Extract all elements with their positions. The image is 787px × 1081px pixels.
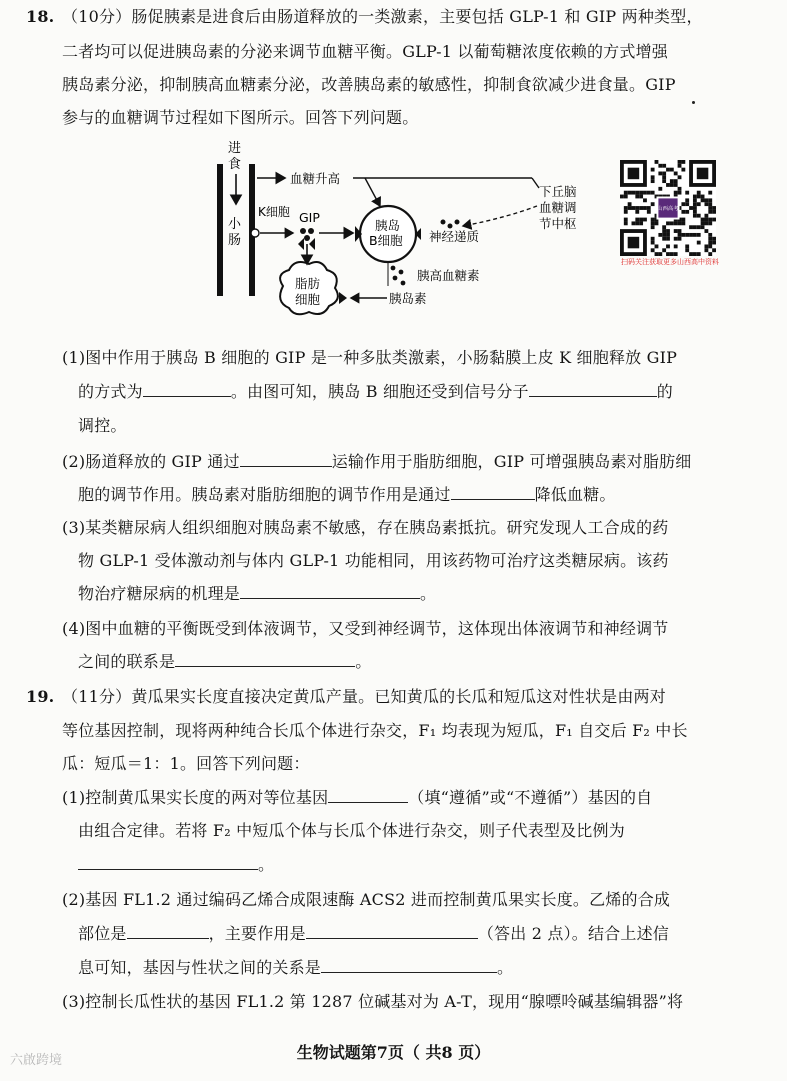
qr-module (693, 210, 697, 214)
qr-module (624, 221, 628, 225)
qr-center-text: 山西高考 (657, 205, 679, 212)
qr-module (662, 237, 666, 241)
qr-module (639, 218, 643, 222)
q18-number: 18. (26, 7, 55, 26)
qr-module (624, 210, 628, 214)
qr-module (701, 195, 705, 199)
qr-module (697, 241, 701, 245)
qr-module (651, 248, 655, 252)
q19-p2-text-b: ，主要作用是 (208, 924, 306, 943)
neurotransmitter-dot (455, 220, 460, 225)
qr-module (681, 218, 685, 222)
qr-module (628, 191, 632, 195)
glucose-regulation-diagram (205, 138, 605, 320)
qr-module (674, 244, 678, 248)
qr-module (639, 206, 643, 210)
qr-module (681, 210, 685, 214)
qr-module (666, 183, 670, 187)
q19-p1-line-1 (62, 787, 652, 809)
qr-module (643, 198, 647, 202)
gip-molecule (304, 235, 310, 241)
qr-code (620, 160, 716, 256)
qr-module (697, 233, 701, 237)
glucagon-dot (401, 281, 406, 286)
qr-module (662, 179, 666, 183)
q18-p2-text-b: 运输作用于脂肪细胞，GIP 可增强胰岛素对脂肪细 (331, 452, 692, 471)
gip-molecule (298, 238, 304, 250)
glucagon-dot (391, 266, 396, 271)
qr-module (635, 221, 639, 225)
label-shi: 食 (228, 157, 242, 172)
q18-p4-text-a: 之间的联系是 (78, 652, 176, 671)
qr-module (712, 206, 716, 210)
qr-module (708, 202, 712, 206)
answer-blank[interactable] (306, 924, 478, 939)
qr-module (632, 191, 636, 195)
qr-module (639, 195, 643, 199)
qr-module (704, 229, 708, 233)
qr-module (651, 221, 655, 225)
qr-module (666, 252, 670, 256)
q18-intro-line-2: 二者均可以促进胰岛素的分泌来调节血糖平衡。GLP-1 以葡萄糖浓度依赖的方式增强 (62, 42, 668, 61)
qr-module (678, 221, 682, 225)
q18-p4-text-b: 。 (355, 652, 372, 671)
qr-module (704, 221, 708, 225)
neurotransmitter-dot (441, 220, 446, 225)
qr-module (655, 160, 659, 164)
qr-module (651, 218, 655, 222)
q19-p2-text-c: （答出 2 点）。结合上述信 (477, 924, 669, 943)
qr-module (685, 244, 689, 248)
label-islet-1: 胰岛 (375, 218, 401, 233)
qr-module (685, 202, 689, 206)
label-xiao: 小 (228, 217, 242, 232)
gip-molecule (309, 238, 315, 250)
qr-module (704, 214, 708, 218)
qr-module (708, 198, 712, 202)
qr-module (685, 248, 689, 252)
qr-module (647, 191, 651, 195)
qr-module (674, 229, 678, 233)
glucose-arrow-to-islet (365, 178, 380, 206)
gip-molecule (308, 228, 314, 234)
qr-module (708, 221, 712, 225)
qr-module (670, 183, 674, 187)
qr-module (662, 172, 666, 176)
label-chang: 肠 (228, 233, 242, 248)
label-kcell: K细胞 (258, 205, 290, 219)
label-fat-1: 脂肪 (295, 276, 321, 291)
glucose-line-bend (532, 178, 539, 188)
receptor-fat (339, 292, 347, 304)
qr-module (647, 210, 651, 214)
qr-module (712, 210, 716, 214)
qr-module (651, 179, 655, 183)
qr-module (697, 202, 701, 206)
qr-module (628, 206, 632, 210)
qr-module (681, 202, 685, 206)
qr-module (708, 233, 712, 237)
q19-p1-text-c: 。 (258, 855, 275, 874)
qr-module (670, 168, 674, 172)
nerve-dashed-arrow (463, 206, 537, 226)
qr-module (693, 198, 697, 202)
q18-p1-line-1: (1)图中作用于胰岛 B 细胞的 GIP 是一种多肽类激素，小肠黏膜上皮 K 细胞释放 GIP (62, 348, 678, 367)
q18-p4-line-1: (4)图中血糖的平衡既受到体液调节，又受到神经调节，这体现出体液调节和神经调节 (62, 619, 669, 638)
q19-p2-line-1: (2)基因 FL1.2 通过编码乙烯合成限速酶 ACS2 进而控制黄瓜果实长度。乙烯的合成 (62, 890, 671, 909)
neurotransmitter-dot (448, 224, 453, 229)
qr-module (685, 191, 689, 195)
qr-module (643, 218, 647, 222)
q18-p3-line-2: 物 GLP-1 受体激动剂与体内 GLP-1 功能相同，用该药物可治疗这类糖尿病。该药 (78, 551, 669, 570)
qr-module (678, 233, 682, 237)
label-hyp-2: 血糖调 (539, 200, 577, 215)
q19-p2-line-2 (78, 923, 669, 945)
qr-module (655, 221, 659, 225)
q18-p3-line-1: (3)某类糖尿病人组织细胞对胰岛素不敏感，存在胰岛素抵抗。研究发现人工合成的药 (62, 518, 669, 537)
qr-caption: 扫码关注获取更多山西高中资料 (621, 258, 719, 266)
qr-module (632, 206, 636, 210)
qr-module (708, 191, 712, 195)
q18-p3-line-3 (78, 583, 436, 605)
qr-module (708, 210, 712, 214)
qr-module (658, 164, 662, 168)
qr-module (651, 191, 655, 195)
q18-p2-line-2 (78, 484, 616, 506)
qr-module (693, 202, 697, 206)
qr-module (693, 233, 697, 237)
qr-module (678, 160, 682, 164)
qr-module (655, 244, 659, 248)
label-jin: 进 (228, 141, 242, 156)
qr-module (655, 252, 659, 256)
qr-module (658, 187, 662, 191)
page-footer: 生物试题第7页（ 共8 页） (296, 1043, 491, 1062)
qr-finder (628, 168, 640, 180)
qr-module (643, 191, 647, 195)
q19-p1-text-b: （填“遵循”或“不遵循”）基因的自 (408, 788, 653, 807)
qr-module (666, 233, 670, 237)
q18-p2-text-a: (2)肠道释放的 GIP 通过 (62, 452, 240, 471)
qr-module (651, 175, 655, 179)
qr-module (704, 198, 708, 202)
qr-module (678, 191, 682, 195)
label-islet-2: B细胞 (369, 233, 403, 248)
answer-blank[interactable] (529, 382, 657, 397)
label-fat-2: 细胞 (295, 292, 321, 307)
q18-p3-text-a: 物治疗糖尿病的机理是 (78, 584, 241, 603)
qr-module (670, 221, 674, 225)
qr-module (712, 241, 716, 245)
qr-module (701, 198, 705, 202)
qr-module (635, 210, 639, 214)
q18-p2-text-c: 胞的调节作用。胰岛素对脂肪细胞的调节作用是通过 (78, 485, 451, 504)
k-cell-dot (251, 229, 259, 237)
qr-module (643, 206, 647, 210)
label-hyp-3: 节中枢 (539, 216, 577, 231)
q19-p1-line-2: 由组合定律。若将 F₂ 中短瓜个体与长瓜个体进行杂交，则子代表型及比例为 (78, 821, 625, 840)
qr-module (651, 225, 655, 229)
answer-blank[interactable] (451, 485, 535, 500)
qr-module (651, 241, 655, 245)
label-yidao: 胰岛素 (389, 291, 427, 306)
q18-p2-text-d: 降低血糖。 (534, 485, 616, 504)
qr-module (681, 221, 685, 225)
qr-module (662, 225, 666, 229)
q19-p2-line-3 (78, 957, 513, 979)
qr-module (678, 187, 682, 191)
qr-module (697, 252, 701, 256)
qr-module (674, 179, 678, 183)
qr-module (693, 214, 697, 218)
label-hyp-1: 下丘脑 (539, 184, 577, 199)
q18-p1-text-b: 。由图可知，胰岛 B 细胞还受到信号分子 (230, 382, 529, 401)
qr-module (674, 221, 678, 225)
qr-module (701, 218, 705, 222)
q19-p2-text-d: 息可知，基因与性状之间的关系是 (78, 958, 322, 977)
qr-module (701, 221, 705, 225)
qr-module (685, 210, 689, 214)
qr-module (704, 218, 708, 222)
q18-intro-line-3: 胰岛素分泌，抑制胰高血糖素分泌，改善胰岛素的敏感性，抑制食欲减少进食量。GIP (62, 75, 676, 94)
qr-module (624, 206, 628, 210)
qr-module (689, 233, 693, 237)
glucagon-dot (399, 270, 404, 275)
label-gip: GIP (299, 210, 320, 225)
qr-module (681, 233, 685, 237)
qr-module (635, 218, 639, 222)
answer-blank[interactable] (240, 452, 332, 467)
qr-module (624, 195, 628, 199)
answer-blank[interactable] (127, 924, 209, 939)
q18-p2-line-1 (62, 451, 691, 473)
qr-module (689, 225, 693, 229)
qr-module (678, 237, 682, 241)
q19-number: 19. (26, 687, 55, 706)
qr-module (620, 195, 624, 199)
qr-module (635, 206, 639, 210)
qr-module (693, 206, 697, 210)
qr-module (662, 175, 666, 179)
q19-p1-text-a: (1)控制黄瓜果实长度的两对等位基因 (62, 788, 329, 807)
intestine-wall-left (217, 164, 223, 296)
qr-module (635, 195, 639, 199)
qr-module (666, 237, 670, 241)
qr-module (689, 206, 693, 210)
q19-p1-line-3 (78, 854, 274, 876)
qr-finder (697, 168, 709, 180)
qr-module (666, 168, 670, 172)
qr-module (712, 248, 716, 252)
qr-module (647, 206, 651, 210)
qr-module (697, 195, 701, 199)
q19-intro-line-2: 等位基因控制，现将两种纯合长瓜个体进行杂交，F₁ 均表现为短瓜，F₁ 自交后 F₂ 中长 (62, 721, 688, 740)
q19-p2-text-e: 。 (497, 958, 514, 977)
q19-intro-line-1: （11分）黄瓜果实长度直接决定黄瓜产量。已知黄瓜的长瓜和短瓜这对性状是由两对 (62, 687, 666, 706)
q18-p1-line-2 (78, 381, 673, 403)
qr-module (658, 233, 662, 237)
qr-module (639, 221, 643, 225)
qr-module (674, 191, 678, 195)
qr-module (678, 164, 682, 168)
qr-module (693, 225, 697, 229)
qr-module (658, 172, 662, 176)
qr-module (685, 198, 689, 202)
answer-blank[interactable] (321, 958, 497, 973)
qr-module (666, 221, 670, 225)
qr-module (662, 233, 666, 237)
q18-p1-text-c: 的 (656, 382, 673, 401)
qr-module (708, 244, 712, 248)
qr-module (689, 252, 693, 256)
watermark: 六啟跨境 (10, 1053, 63, 1068)
qr-module (651, 168, 655, 172)
qr-module (662, 248, 666, 252)
qr-module (704, 248, 708, 252)
qr-module (658, 252, 662, 256)
qr-finder (628, 237, 640, 249)
answer-blank[interactable] (78, 855, 258, 870)
q18-intro-line-1: （10分）肠促胰素是进食后由肠道释放的一类激素，主要包括 GLP-1 和 GIP 两种类型， (62, 7, 703, 26)
label-shenjing: 神经递质 (429, 229, 480, 244)
qr-module (651, 237, 655, 241)
label-yigao: 胰高血糖素 (417, 268, 480, 283)
qr-module (632, 221, 636, 225)
qr-module (678, 175, 682, 179)
qr-module (670, 179, 674, 183)
answer-blank[interactable] (175, 652, 355, 667)
glucagon-dot (393, 276, 398, 281)
qr-module (674, 172, 678, 176)
q18-intro-line-4: 参与的血糖调节过程如下图所示。回答下列问题。 (62, 108, 419, 127)
qr-module (639, 191, 643, 195)
qr-module (628, 202, 632, 206)
q18-p3-text-b: 。 (420, 584, 437, 603)
qr-module (662, 229, 666, 233)
qr-module (662, 164, 666, 168)
answer-blank[interactable] (240, 584, 420, 599)
qr-module (624, 218, 628, 222)
qr-module (697, 214, 701, 218)
qr-module (704, 244, 708, 248)
qr-module (712, 237, 716, 241)
qr-module (712, 218, 716, 222)
qr-module (681, 168, 685, 172)
qr-module (674, 183, 678, 187)
qr-module (674, 252, 678, 256)
q19-p3-line-1: (3)控制长瓜性状的基因 FL1.2 第 1287 位碱基对为 A-T，现用“腺嘌呤碱基编辑器”将 (62, 992, 684, 1011)
qr-module (651, 202, 655, 206)
qr-module (674, 237, 678, 241)
q19-intro-line-3: 瓜：短瓜＝1：1。回答下列问题： (62, 754, 310, 773)
qr-module (678, 229, 682, 233)
label-xuetang: 血糖升高 (290, 171, 341, 186)
qr-module (693, 252, 697, 256)
qr-module (635, 191, 639, 195)
q18-p1-line-3: 调控。 (78, 416, 127, 435)
q18-p1-text-a: 的方式为 (78, 382, 143, 401)
qr-module (685, 233, 689, 237)
qr-module (701, 225, 705, 229)
qr-module (708, 218, 712, 222)
gip-molecule (300, 228, 306, 234)
answer-blank[interactable] (143, 382, 231, 397)
qr-module (624, 191, 628, 195)
answer-blank[interactable] (328, 788, 408, 803)
q18-p4-line-2 (78, 651, 371, 673)
qr-module (681, 160, 685, 164)
qr-module (697, 191, 701, 195)
qr-module (693, 195, 697, 199)
qr-module (708, 237, 712, 241)
qr-module (666, 229, 670, 233)
qr-module (670, 252, 674, 256)
ink-dot (692, 101, 695, 104)
qr-module (708, 241, 712, 245)
qr-module (704, 202, 708, 206)
q19-p2-text-a: 部位是 (78, 924, 127, 943)
qr-module (708, 252, 712, 256)
qr-module (666, 244, 670, 248)
qr-module (708, 206, 712, 210)
qr-module (697, 225, 701, 229)
